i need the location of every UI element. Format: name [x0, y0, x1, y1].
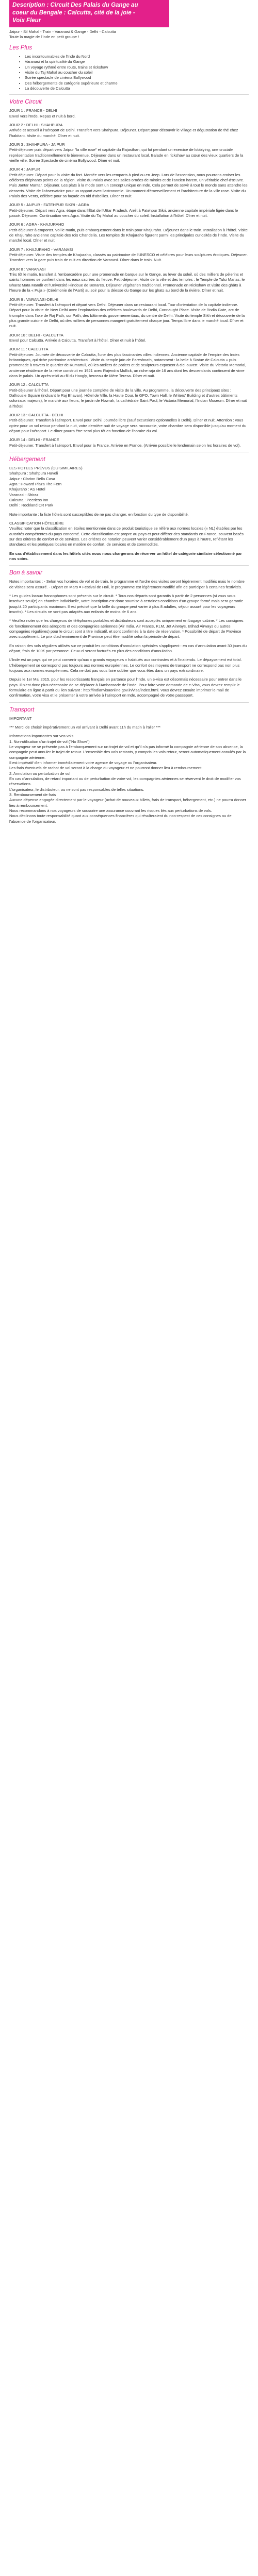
hotels-subtitle: LES HOTELS PRÉVUS (OU SIMILAIRES) [9, 465, 83, 470]
day-text: Arrivée et accueil à l'aéroport de Delhi. Transfert vers Shahpura. Déjeuner. Départ pour découvrir le village et dégustation de thé chez l'habitant. Visite du marché. Dîner et nuit. [9, 128, 238, 138]
classification-text: Veuillez noter que la classification en étoiles mentionnée dans ce produit touristique se réfère aux normes locales (« NL) établies par les autorités compétentes du pays concerné. Cette classification est propre au pays et peut différer des standards en France, souvent basés sur des critères de confort et de services. Les critères de notation peuvent varier considérablement d'un pays à l'autre, reflétant les standards et les pratiques locales en matière de confort, de services et de commodités. [9, 526, 244, 547]
transport-block [9, 716, 249, 825]
transport-item: Nous déclinons toute responsabilité quant aux conséquences financières qui résulteraient du non-respect de ces consignes ou de l'absence de l'organisateur. [9, 814, 232, 824]
spacer [7, 509, 251, 512]
hotel-item: Calcutta : Peerless Inn [9, 497, 49, 502]
day-text: Petit-déjeuner. Départ vers Agra, étape dans l'État de l'Uttar Pradesh. Arrêt à Fatehpur Sikri, ancienne capitale impériale figée dans le passé. Déjeuner. Continuation vers Agra. Visite du Taj Mahal au coucher du soleil. Installation à l'hôtel. Dîner et nuit. [9, 208, 238, 218]
day-item [9, 413, 249, 434]
savoir-paragraph: * Les guides locaux francophones sont présents sur le circuit. * Tous nos départs sont garantis à partir de 2 personnes (si vous vous inscrivez seul(e) en chambre individuelle, votre inscription est donc soumise à certaines conditions d'un groupe formé mais sera garantie jusqu'à 20 participants maximum. Il est précisé que la taille du groupe peut varier à plus 8 adultes, séjour assuré pour les voyageurs inscrits). * Les circuits ne sont pas adaptés aux enfants de moins de 6 ans. [9, 593, 244, 614]
day-item [9, 267, 249, 294]
day-title: JOUR 10 : DELHI - CALCUTTA [9, 332, 63, 337]
day-text: Petit-déjeuner. Journée de découverte de Calcutta, l'une des plus fascinantes villes indiennes. Ancienne capitale de l'empire des Indes britanniques, qui riche patrimoine architectural. Visite du temple jaïn de Pareshnath, notamment : la belle à Statue de Calcutta « puis promenade à travers le quartier de Kumartuli, où les ateliers de potiers et de sculpteurs exposent à ciel ouvert. Visite du Victoria Memorial, ancienne résidence de la reine construit en 1921 avec Rajendra Mullick, un riche raja de 16 ans dont les descendants continuent de vivre dans le palais. Un après-midi au fil du Hoogly, berceau de Mère Teresa. Dîner et nuit. [9, 352, 247, 378]
hotel-item: Jaipur : Clarion Bella Casa [9, 476, 55, 481]
day-title: JOUR 7 : KHAJURAHO - VARANASI [9, 247, 73, 252]
day-title: JOUR 12 : CALCUTTA [9, 382, 49, 387]
transport-item: Les frais éventuels de rachat de vol seront à la charge du voyageur et ne pourront donner lieu à remboursement. [9, 766, 203, 771]
hotel-item: Delhi : Rockland CR Park [9, 503, 54, 508]
title-banner [9, 0, 169, 27]
day-text: Petit-déjeuner à l'hôtel. Départ pour une journée complète de visite de la ville. Au programme, la découverte des principaux sites : Dalhousie Square (incluant le Raj Bhavan), Hôtel de Ville, la Haute Cour, le GPO, Town Hall, le Writers' Building et d'autres bâtiments coloniaux majeurs), le marché aux fleurs, le jardin de Howrah, la cathédrale Saint Paul, le Victoria Memorial, l'Indian Museum. Dîner et nuit à l'hôtel. [9, 387, 247, 409]
intro [9, 29, 251, 40]
spacer [9, 730, 249, 734]
hotel-item: Khajuraho : AS Hotel [9, 487, 45, 492]
transport-note: *** Merci de choisir impérativement un vol arrivant à Delhi avant 11h du matin à l'aller *** [9, 724, 161, 730]
day-title: JOUR 6 : AGRA - KHAJURAHO [9, 222, 64, 227]
day-title: JOUR 14 : DELHI - FRANCE [9, 437, 59, 443]
transport-item: En cas d'annulation, de retard important ou de perturbation de votre vol, les compagnies aériennes se réservent le droit de modifier vos réservations. [9, 776, 241, 787]
transport-info-title: Informations importantes sur vos vols [9, 734, 74, 739]
transport-item: Il est impératif d'en informer immédiatement votre agence de voyage ou l'organisateur. [9, 760, 157, 765]
savoir-paragraph: Depuis le 1er Mai 2015, pour les ressortissants français en partance pour l'Inde, un e-visa est désormais nécessaire pour entrer dans le pays. Il n'est donc plus nécessaire de se déplacer à l'Ambassade de l'Inde. Pour faire votre demande de e-Visa, vous devrez remplir le formulaire en ligne à partir du lien suivant : http://indianvisaonline.gov.in/visa/index.html. Vous devrez ensuite imprimer le mail de confirmation, votre visa et le présenter à votre arrivée à l'aéroport en Inde, accompagné de votre passeport. [9, 677, 241, 698]
savoir-paragraph: Notes importantes : - Selon vos horaires de vol et de train, le programme et l'ordre des visites seront légèrement modifiés mais le nombre de visites sera assuré. - Départ en Mars = Festival de Holi, le programme est légèrement modifié afin de participer à certaines festivités. [9, 579, 245, 589]
transport-item: 1. Non-utilisation d'un trajet de vol ("No Show") [9, 739, 90, 744]
day-text: Très tôt le matin, transfert à l'embarcadère pour une promenade en barque sur le Gange, au lever du soleil, où des milliers de pèlerins et saints hommes se purifient dans les eaux sacrées du fleuve. Petit-déjeuner. Visite de la ville et des temples : le Temple de Tulsi Manas, le Bharat Mata Mandir et l'Université Hindoue de Benares. Déjeuner végétarien traditionnel. Promenade en Rickshaw et visite des ghâts à l'heure de la « Puja » (Cérémonie de l'Aarti) au soir pour la déesse du Gange sur les ghats au bord de la rivière. Dîner et nuit. [9, 272, 245, 293]
intro-route: Jaipur - Sil Mahal - Train - Varanasi & Gange - Delhi - Calcutta [9, 29, 116, 34]
day-text: Envol vers l'Inde. Repas et nuit à bord. [9, 113, 76, 118]
plus-item: • Un voyage rythmé entre route, trains et rickshaw [25, 65, 251, 70]
intro-tagline: Toute la magie de l'Inde en petit groupe ! [9, 34, 79, 39]
circuit-heading: Votre Circuit [9, 99, 42, 106]
transport-heading: Transport [9, 706, 35, 713]
day-text: Petit-déjeuner à emporter. Vol le matin, puis embarquement dans le train pour Khajuraho. Déjeuner dans le train. Installation à l'hôtel. Visite de Khajuraho ancienne capitale des rois Chandella. Les temples de Khajuraho figurent parmi les principales curiosités de l'Inde. Visite du marché local. Dîner et nuit. [9, 227, 248, 243]
hotel-item: Varanasi : Shiraz [9, 492, 39, 497]
circuit-days [9, 108, 249, 448]
plus-item: • Soirée spectacle de cinéma Bollywood [25, 75, 251, 80]
day-title: JOUR 8 : VARANASI [9, 266, 46, 272]
day-item [9, 333, 249, 344]
plus-item: • La découverte de Calcutta [25, 86, 251, 91]
day-text: Petit-déjeuner. Transfert à l'aéroport. Envol pour la France. Arrivée en France. (Arrivée possible le lendemain selon les horaires de vol). [9, 443, 241, 448]
transport-item: L'organisateur, le distributeur, ou ne sont pas responsables de telles situations. [9, 787, 144, 792]
day-item [9, 202, 249, 218]
plus-item: • Varanasi et la spiritualité du Gange [25, 59, 251, 64]
plus-heading: Les Plus [9, 45, 33, 52]
day-text: Petit-déjeuner. Visite des temples de Khajuraho, classés au patrimoine de l'UNESCO et célèbres pour leurs sculptures érotiques. Déjeuner. Transfert vers la gare puis train de nuit en direction de Varanasi. Dîner dans le train. Nuit. [9, 252, 248, 263]
savoir-block [9, 579, 249, 699]
plus-item: • Des hébergements de catégorie supérieure et charme [25, 81, 251, 86]
day-item [9, 167, 249, 199]
savoir-heading: Bon à savoir [9, 570, 42, 577]
day-title: JOUR 4 : JAIPUR [9, 167, 40, 172]
plus-list [7, 54, 251, 91]
transport-important: IMPORTANT [9, 716, 32, 721]
hotels-note: Note importante : la liste hôtels sont susceptibles de ne pas changer, en fonction du type de disponibilité. [9, 512, 189, 517]
savoir-paragraph: En raison des vols réguliers utilisés sur ce produit les conditions d'annulation spéciales s'appliquent : en cas d'annulation avant 30 jours du départ, frais de 100€ par personne. Ceux-ci seront facturés en plus des conditions d'annulation. [9, 643, 247, 653]
hotel-item: Agra : Howard Plaza The Fern [9, 481, 62, 486]
day-item [9, 123, 249, 139]
day-text: Envol pour Calcutta. Arrivée à Calcutta. Transfert à l'hôtel. Dîner et nuit à l'hôtel. [9, 337, 147, 343]
day-item [9, 222, 249, 243]
day-text: Petit-déjeuner. Transfert à l'aéroport. Envol pour Delhi. Journée libre (sauf excursions optionnelles à Delhi). Dîner et nuit. Attention : vous optez pour un vol retour pendant la nuit, votre dernière nuit de voyage sera raccourcie, votre chambre sera disponible jusqu'au moment du départ pour l'aéroport. Le dîner pourra être servi plus tôt en fonction de l'horaire du vol. [9, 418, 247, 434]
hebergement-heading: Hébergement [9, 456, 45, 463]
savoir-paragraph: * Veuillez noter que les chargeurs de téléphones portables et distributeurs sont acceptés uniquement en bagage cabine. * Les consignes de fonctionnement des aéroports et des compagnies aériennes (Air India, Air France, KLM, Jet Airways, Etihad Airways ou autres compagnies régulières) pour le circuit sont à titre indicatif, et sont confirmés à la date de réservation. * Possibilité de départ de Province avec supplément. Le prix d'acheminement de Province peut être modifié selon la période de départ. [9, 618, 244, 639]
page-title-line-3: Voix Fleur [12, 18, 41, 24]
hotels-block [9, 466, 249, 509]
page-title-line-1: Description : Circuit Des Palais du Gange au [12, 2, 138, 8]
day-title: JOUR 1 : FRANCE - DELHI [9, 108, 57, 113]
day-item [9, 382, 249, 409]
day-title: JOUR 3 : SHAHPURA - JAIPUR [9, 142, 65, 147]
day-item [9, 247, 249, 263]
day-text: Petit-déjeuner. Transfert à l'aéroport et départ vers Delhi. Déjeuner dans un restaurant local. Tour d'orientation de la capitale indienne. Départ pour la visite de New Delhi avec l'exploration des célèbres boulevards de Delhi, Connaught Place. Visite de l'India Gate, arc de triomphe dans l'axe de Raj Path, sur Path, des bâtiments gouvernementaux, du centre de Delhi. Visite du temple Sikh et découverte de la plus grande cuisine de Delhi, où des milliers de personnes mangent gratuitement chaque jour. Temps libre dans le marché local. Dîner et nuit. [9, 302, 245, 329]
savoir-paragraph: L'Inde est un pays qui ne peut convenir qu'aux « grands voyageurs » habitués aux contrastes et à l'inattendu. Le dépaysement est total. L'hébergement se correspond pas toujours aux normes européennes. Le confort des moyens de transport ne correspond pas non plus toujours aux normes européennes. Cela ne doit pas vous faire oublier que vous êtes dans un pays extraordinaire. [9, 657, 242, 673]
plus-item: • Visite du Taj Mahal au coucher du soleil [25, 70, 251, 75]
page [0, 0, 258, 824]
day-item [9, 347, 249, 379]
plus-item: • Les incontournables de l'Inde du Nord [25, 54, 251, 59]
transport-item: Aucune dépense engagée directement par le voyageur (achat de nouveaux billets, frais de transport, hébergement, etc.) ne pourra donner lieu à remboursement. [9, 798, 247, 808]
day-text: Petit-déjeuner puis départ vers Jaipur "la ville rose" et capitale du Rajasthan, qui fut pendant un exercice de lobbiying, une cruciale représentation traditionnellement le bienvenue. Déjeuner dans un restaurant local. Balade en rickshaw au cœur des vieux quartiers de la vieille ville. Soirée Spectacle de cinéma Bollywood. Dîner et nuit. [9, 147, 244, 163]
day-item [9, 297, 249, 329]
day-item [9, 108, 249, 119]
day-title: JOUR 13 : CALCUTTA - DELHI [9, 413, 63, 418]
classification-title: CLASSIFICATION HÔTELIÈRE [9, 521, 64, 526]
day-title: JOUR 9 : VARANASI-DELHI [9, 297, 58, 302]
spacer [9, 721, 249, 725]
divider [9, 565, 249, 566]
hotel-item: Shahpura : Shahpura Haveli [9, 471, 58, 476]
day-title: JOUR 11 : CALCUTTA [9, 347, 49, 352]
classification-block [9, 521, 249, 526]
day-title: JOUR 5 : JAIPUR - FATEHPUR SIKRI - AGRA [9, 202, 89, 208]
divider [9, 94, 249, 95]
transport-item: Nous recommandons à nos voyageurs de souscrire une assurance couvrant les risques liés aux perturbations de vols. [9, 808, 212, 814]
transport-item: 3. Remboursement de frais [9, 792, 56, 797]
transport-item: Le voyageur ne se présente pas à l'embarquement sur un trajet de vol et qu'il n'a pas informé la compagnie aérienne de son absence, la compagnie peut annuler le trajet de retour. L'ensemble des vols restants, y compris les vols retour, seront automatiquement annulés par la compagnie aérienne. [9, 744, 246, 760]
day-title: JOUR 2 : DELHI - SHAHPURA [9, 122, 63, 127]
page-title-line-2: coeur du Bengale : Calcutta, cité de la joie - [12, 10, 135, 16]
day-item [9, 142, 249, 163]
transport-item: 2. Annulation ou perturbation de vol [9, 771, 71, 776]
day-item [9, 437, 249, 448]
divider [9, 702, 249, 703]
classification-note: En cas d'établissement dans les hôtels cités nous nous chargerons de réserver un hôtel de catégorie similaire sélectionné par nos soins. [9, 551, 242, 562]
day-text: Petit-déjeuner. Départ pour la visite du fort. Montée vers les remparts à pied ou en Jeep. Lors de l'ascension, nous pourrons croiser les célèbres éléphants peints de la région. Visite du Palais avec ses salles ornées de miroirs et de l'ancien harem, un véritable chef-d'œuvre. Puis Jantar Mantar. Déjeuner. Les plats à la mode sont un concept unique en Inde. Cela permet de servir à tout le monde sans attendre les desserts. Visite de l'observatoire pour un rapport avec l'astronomie. Un moment d'émerveillement et l'architecture de la ville rose. Visite du Palais des Vents, célèbre pour sa façade en nid d'abeilles. Dîner et nuit. [9, 172, 248, 199]
